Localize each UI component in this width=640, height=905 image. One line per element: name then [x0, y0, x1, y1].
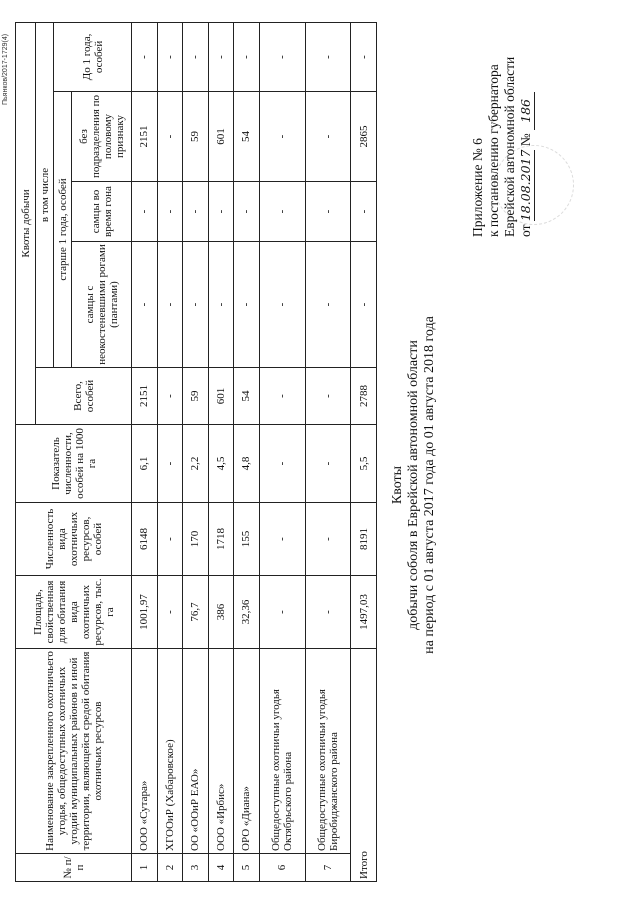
header-population: Численность вида охотничьих ресурсов, особей	[16, 503, 132, 576]
header-area: Площадь, свойственная для обитания вида охотничьих ресурсов, тыс. га	[16, 576, 132, 649]
title-line-2: добычи соболя в Еврейской автономной области	[406, 340, 421, 630]
header-under-one: До 1 года, особей	[54, 22, 132, 91]
table-row: 3 ОО «ООиР ЕАО» 76,7 170 2,2 59 - - 59 -	[183, 22, 209, 881]
table-row: 5 ОРО «Диана» 32,36 155 4,8 54 - - 54 -	[234, 22, 260, 881]
handwritten-number: 186	[518, 92, 535, 130]
appendix-line-2: к постановлению губернатора	[486, 64, 501, 237]
document-code: Пьянков/2017-1729(4)	[2, 33, 9, 105]
table-row: 1 ООО «Сутара» 1001,97 6148 6,1 2151 - - 2151 -	[132, 22, 158, 881]
table-row: 6 Общедоступные охотничьи угодья Октябрьского района - - - - - - - -	[259, 22, 305, 881]
header-males-rut: самцы во время гона	[72, 182, 132, 242]
appendix-date-line	[518, 7, 535, 237]
quota-table-wrapper	[15, 23, 377, 882]
header-males-horns: самцы с неокостеневшими рогами (пантами)	[72, 242, 132, 368]
handwritten-date: 18.08.2017	[518, 149, 533, 222]
header-including: в том числе	[36, 22, 54, 367]
appendix-line-3: Еврейской автономной области	[502, 56, 517, 237]
header-quotas: Квоты добычи	[16, 22, 36, 424]
no-label: №	[518, 133, 533, 147]
ot-label: от	[518, 224, 533, 237]
table-row: 7 Общедоступные охотничьи угодья Биробиджанского района - - - - - - - -	[305, 22, 351, 881]
table-row: 4 ООО «Ирбис» 386 1718 4,5 601 - - 601 -	[208, 22, 234, 881]
header-older: старше 1 года, особей	[54, 92, 72, 368]
header-num: № п/п	[16, 854, 132, 882]
header-density: Показатель численности, особей на 1000 га	[16, 425, 132, 503]
document-title	[390, 245, 438, 725]
appendix-block	[470, 7, 535, 237]
header-no-sex: без подразделения по половому признаку	[72, 92, 132, 182]
title-line-1: Квоты	[390, 465, 405, 505]
appendix-line-1: Приложение № 6	[470, 138, 485, 237]
header-name: Наименование закрепленного охотничьего угодья, общедоступных охотничьих угодий муниципальных районов и иной территории, являющейся средой обитания охотничьих ресурсов	[16, 649, 132, 854]
total-row: Итого 1497,03 8191 5,5 2788 - - 2865 -	[351, 22, 377, 881]
table-row: 2 ХГООиР (Хабаровское) - - - - - - - -	[157, 22, 183, 881]
header-total: Всего, особей	[36, 368, 132, 425]
quota-table	[15, 22, 377, 882]
title-line-3: на период с 01 августа 2017 года до 01 августа 2018 года	[422, 316, 437, 654]
